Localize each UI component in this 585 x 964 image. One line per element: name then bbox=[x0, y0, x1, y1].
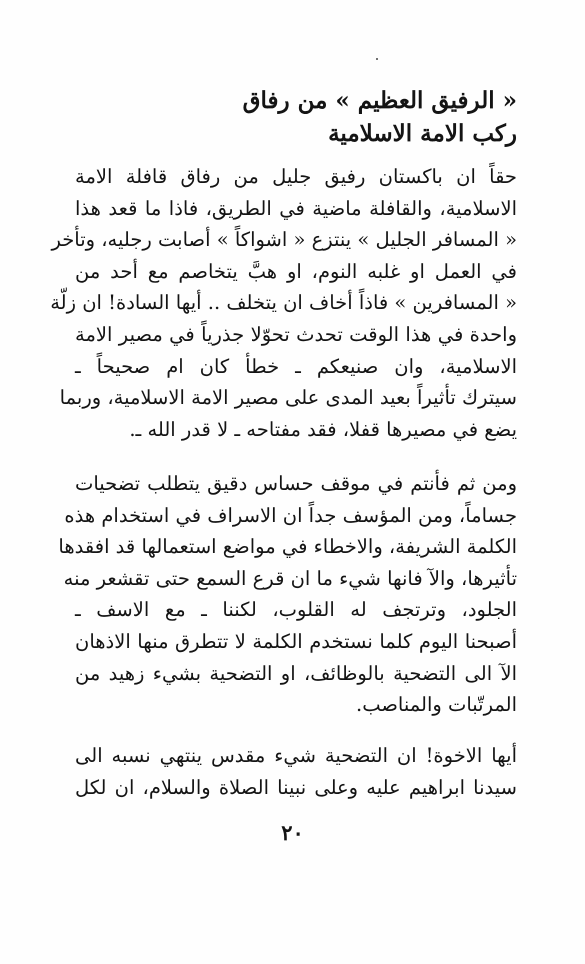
text-line: الكلمة الشريفة، والاخطاء في مواضع استعمالها قد افقدها bbox=[58, 535, 517, 559]
text-line: « المسافر الجليل » ينتزع « اشواكاً » أصابت رجليه، وتأخر bbox=[51, 228, 517, 252]
paragraph-1 bbox=[50, 161, 517, 445]
text-line: تأثيرها، والآ فانها شيء ما ان قرع السمع حتى تقشعر منه bbox=[63, 566, 517, 590]
text-line: سيدنا ابراهيم عليه وعلى نبينا الصلاة والسلام، ان لكل bbox=[75, 775, 517, 799]
text-line: « المسافرين » فاذاً أخاف ان يتخلف .. أيها السادة! ان زلّة bbox=[50, 291, 517, 315]
paragraph-2 bbox=[58, 468, 517, 721]
text-line: حقاً ان باكستان رفيق جليل من رفاق قافلة الامة bbox=[75, 165, 517, 188]
text-line: سيترك تأثيراً بعيد المدى على مصير الامة الاسلامية، وربما bbox=[59, 386, 517, 410]
text-line: المرتّبات والمناصب. bbox=[356, 693, 517, 717]
text-line: الجلود، وترتجف له القلوب، لكننا ـ مع الاسف ـ bbox=[75, 598, 517, 622]
print-speck bbox=[376, 58, 378, 60]
text-line: الاسلامية، والقافلة ماضية في الطريق، فاذا ما قعد هذا bbox=[75, 196, 517, 220]
page-number: ٢٠ bbox=[281, 820, 304, 845]
text-line: يضع في مصيرها قفلا، فقد مفتاحه ـ لا قدر الله ـ. bbox=[129, 417, 517, 441]
section-title-line-1: « الرفيق العظيم » من رفاق bbox=[242, 87, 517, 114]
text-line: أيها الاخوة! ان التضحية شيء مقدس ينتهي نسبه الى bbox=[75, 744, 517, 767]
text-line: الاسلامية، وان صنيعكم ـ خطأ كان ام صحيحاً ـ bbox=[75, 354, 517, 378]
text-line: ومن ثم فأنتم في موقف حساس دقيق يتطلب تضحيات bbox=[75, 472, 517, 495]
text-line: الآ الى التضحية بالوظائف، او التضحية بشيء زهيد من bbox=[75, 661, 517, 685]
text-line: في العمل او غلبه النوم، او هبَّ يتخاصم مع أحد من bbox=[75, 259, 517, 283]
section-title-line-2: ركب الامة الاسلامية bbox=[328, 120, 517, 147]
paragraph-3 bbox=[75, 740, 517, 803]
text-line: جساماً، ومن المؤسف جداً ان الاسراف في استخدام هذه bbox=[64, 503, 517, 527]
text-line: واحدة في هذا الوقت تحدث تحوّلا جذرياً في مصير الامة bbox=[75, 322, 517, 346]
text-line: أصبحنا اليوم كلما نستخدم الكلمة لا تتطرق منها الاذهان bbox=[75, 629, 517, 653]
